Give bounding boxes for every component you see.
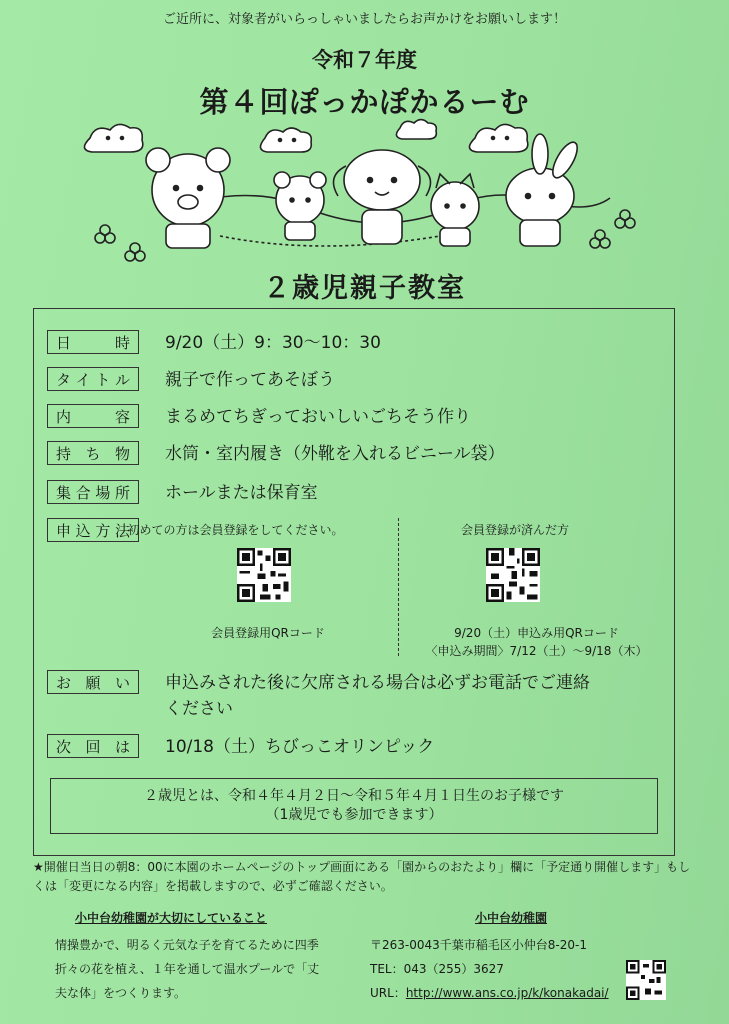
school-values-title: 小中台幼稚園が大切にしていること (75, 911, 268, 925)
dog-icon (334, 150, 431, 244)
row-value: 9/20（土）9：30〜10：30 (165, 333, 381, 353)
apply-left-caption: 初めての方は会員登録をしてください。 (127, 523, 344, 537)
notice-text: ★開催日当日の朝8：00に本園のホームページのトップ画面にある「園からのおたより」欄に「予定通り開催します」もしくは「変更になる内容」を掲載しますので、必ずご確認ください。 (33, 860, 691, 893)
row-label: 集 合 場 所 (47, 480, 139, 504)
row-value: 親子で作ってあそぼう (165, 370, 335, 390)
clover-icon (125, 243, 145, 261)
row-value: 水筒・室内履き（外靴を入れるビニール袋） (165, 444, 505, 464)
qr-code-icon[interactable] (486, 548, 540, 602)
row-label: 申 込 方 法 (47, 518, 139, 542)
school-contact (370, 933, 630, 1005)
qr-label-register: 会員登録用QRコード (211, 626, 325, 640)
row-value: 10/18（土）ちびっこオリンピック (165, 737, 435, 757)
row-label: 持 ち 物 (47, 441, 139, 465)
cloud-face-icon (469, 124, 527, 152)
url-label: URL： (370, 986, 406, 1000)
qr-code-icon[interactable] (237, 548, 291, 602)
qr-code-icon[interactable] (626, 960, 666, 1000)
fiscal-year: 令和７年度 (312, 48, 417, 72)
row-label: 内 容 (47, 404, 139, 428)
apply-registered-members (370, 521, 660, 538)
school-url-link[interactable]: http://www.ans.co.jp/k/konakadai/ (405, 986, 609, 1000)
apply-period: 〈申込み期間〉7/12（土）〜9/18（木） (425, 644, 648, 658)
cloud-face-icon (84, 124, 142, 152)
school-values-text: 情操豊かで、明るく元気な子を育てるために四季折々の花を植え、１年を通して温水プールで「丈夫な体」をつくります。 (55, 938, 320, 1000)
top-note: ご近所に、対象者がいらっしゃいましたらお声かけをお願いします！ (162, 12, 566, 27)
school-tel: TEL：043（255）3627 (370, 962, 504, 976)
cloud-face-icon (260, 128, 311, 152)
qr-label-apply: 9/20（土）申込み用QRコード (454, 626, 619, 640)
cloud-face-icon (396, 120, 436, 140)
apply-divider (398, 518, 399, 656)
illustration (70, 118, 660, 278)
row-value: 申込みされた後に欠席される場合は必ずお電話でご連絡 (165, 673, 590, 693)
age-note-line1: ２歳児とは、令和４年４月２日〜令和５年４月１日生のお子様です (144, 788, 564, 804)
apply-new-members (118, 521, 353, 538)
clover-icon (590, 230, 610, 248)
school-name: 小中台幼稚園 (475, 911, 548, 925)
cat-icon (431, 174, 479, 246)
row-label: タ イ ト ル (47, 367, 139, 391)
event-title: 第４回ぽっかぽかるーむ (199, 85, 530, 119)
clover-icon (615, 210, 635, 228)
school-address: 〒263-0043千葉市稲毛区小仲台8-20-1 (370, 938, 587, 952)
row-value: ホールまたは保育室 (165, 483, 318, 503)
row-value-continued: ください (165, 699, 233, 719)
bear-icon (146, 148, 230, 248)
row-label: お 願 い (47, 670, 139, 694)
class-subtitle: ２歳児親子教室 (263, 273, 466, 304)
age-note-box (50, 778, 658, 834)
row-value: まるめてちぎっておいしいごちそう作り (165, 407, 471, 427)
bear-icon (274, 172, 326, 240)
apply-right-caption: 会員登録が済んだ方 (460, 523, 569, 537)
age-note-line2: （1歳児でも参加できます） (265, 807, 443, 823)
row-label: 日 時 (47, 330, 139, 354)
school-url-line (370, 981, 630, 1005)
row-label: 次 回 は (47, 734, 139, 758)
clover-icon (95, 225, 115, 243)
